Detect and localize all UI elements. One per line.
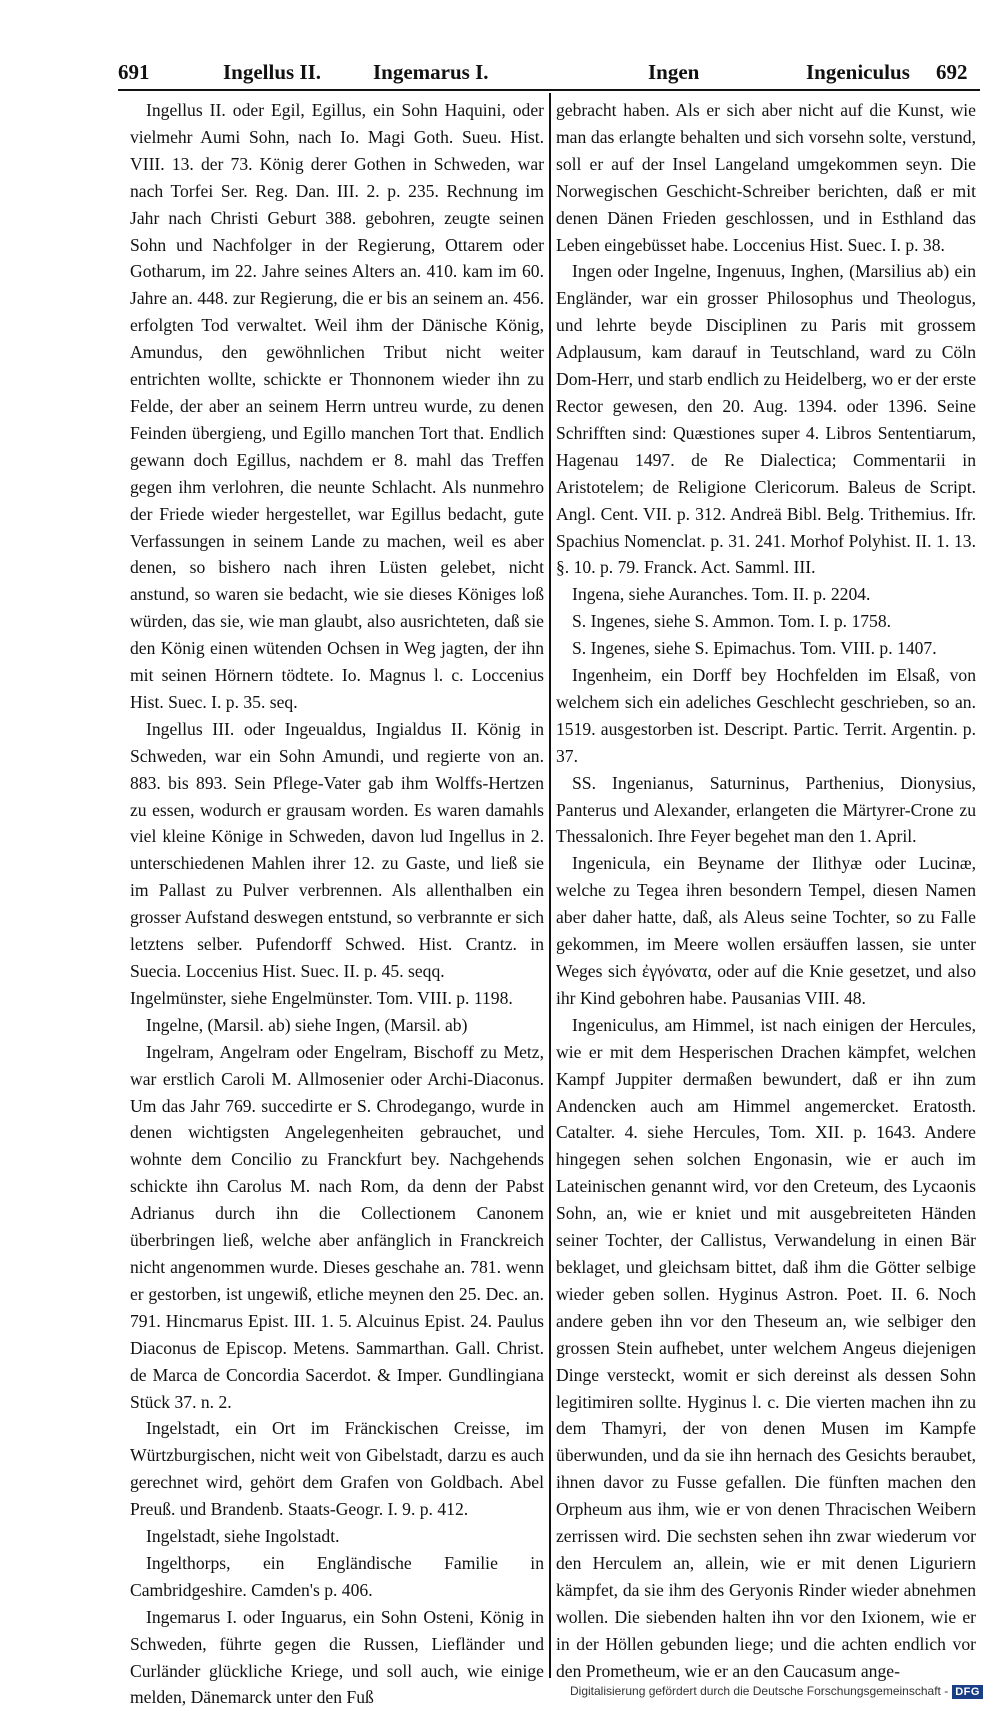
- right-column: [556, 97, 976, 1684]
- entry-ingen: Ingen oder Ingelne, Ingenuus, Inghen, (Marsilius ab) ein Engländer, war ein grosser Philosophus und Theologus, und lehrte beyde Disciplinen zu Paris mit grossem Adplausum, kam darauf in Teutschland, ward zu Cöln Dom-Herr, und starb endlich zu Heidelberg, wo er der erste Rector gewesen, den 20. Aug. 1394. oder 1396. Seine Schrifften sind: Quæstiones super 4. Libros Sententiarum, Hagenau 1497. de Re Dialectica; Commentarii in Aristotelem; de Religione Clericorum. Baleus de Script. Angl. Cent. VII. p. 312. Andreä Bibl. Belg. Trithemius. Ifr. Spachius Nomenclat. p. 31. 241. Morhof Polyhist. II. 1. 13. §. 10. p. 79. Franck. Act. Samml. III.: [556, 261, 976, 578]
- running-header: [118, 54, 978, 88]
- digitization-footer: [570, 1684, 980, 1702]
- entry-ingellus-iii: Ingellus III. oder Ingeualdus, Ingialdus II. König in Schweden, war ein Sohn Amundi, und regierte von an. 883. bis 893. Sein Pflege-Vater gab ihm Wolffs-Hertzen zu essen, wodurch er grausam worden. Es waren damahls viel kleine Könige in Schweden, davon lud Ingellus in 2. unterschiedenen Mahlen ihrer 12. zu Gaste, und ließ sie im Pallast zu Pulver verbrennen. Als allenthalben ein grosser Aufstand deswegen entstund, so verbrannte er sich letztens selber. Pufendorff Schwed. Hist. Crantz. in Suecia. Loccenius Hist. Suec. II. p. 45. seqq.: [130, 718, 544, 981]
- entry-s-ingenes-1: S. Ingenes, siehe S. Ammon. Tom. I. p. 1758.: [572, 611, 892, 632]
- entry-ingelstadt-1: Ingelstadt, ein Ort im Fränckischen Creisse, im Würtzburgischen, nicht weit von Gibelstadt, darzu es auch gerechnet wird, gehört dem Grafen von Goldbach. Abel Preuß. und Brandenb. Staats-Geogr. I. 9. p. 412.: [130, 1418, 544, 1520]
- entry-ingemarus-i: Ingemarus I. oder Inguarus, ein Sohn Osteni, König in Schweden, führte gegen die Russen, Liefländer und Curländer glückliche Kriege, und soll auch, wie einige melden, Dänemarck unter den Fuß: [130, 1606, 544, 1708]
- page-number-left: 691: [118, 60, 150, 84]
- entry-ingelmuenster: Ingelmünster, siehe Engelmünster. Tom. VIII. p. 1198.: [130, 987, 513, 1008]
- header-title-3: Ingen: [648, 60, 700, 84]
- left-column: [130, 97, 544, 1711]
- header-rule: [118, 89, 980, 91]
- column-divider: [549, 93, 551, 1678]
- entry-ss-ingenianus: SS. Ingenianus, Saturninus, Parthenius, Dionysius, Panterus und Alexander, erlangeten die Märtyrer-Crone zu Thessalonich. Ihre Feyer begehet man den 1. April.: [556, 772, 976, 847]
- entry-ingena: Ingena, siehe Auranches. Tom. II. p. 2204.: [572, 584, 871, 605]
- entry-ingelne: Ingelne, (Marsil. ab) siehe Ingen, (Marsil. ab): [146, 1014, 468, 1035]
- entry-ingellus-ii: Ingellus II. oder Egil, Egillus, ein Sohn Haquini, oder vielmehr Aumi Sohn, nach Io. Magi Goth. Sueu. Hist. VIII. 13. der 73. König derer Gothen in Schweden, war nach Torfei Ser. Reg. Dan. III. 2. p. 235. Rechnung im Jahr nach Christi Geburt 388. gebohren, zeugte seinen Sohn und Nachfolger in der Regierung, Ottarem oder Gotharum, im 22. Jahre seines Alters an. 410. kam im 60. Jahre an. 448. zur Regierung, die er bis an seinem an. 456. erfolgten Tod verwaltet. Weil ihm der Dänische König, Amundus, den gewöhnlichen Tribut nicht weiter entrichten wollte, schickte er Thonnonem wieder ihn zu Felde, der aber an seinem Herrn untreu wurde, zu denen Feinden übergieng, und Egillo manchen Tort that. Endlich gewann doch Egillus, nachdem er 8. mahl das Treffen gegen ihm verlohren, die neunte Schlacht. Als nunmehro der Friede wieder hergestellet, war Egillus bedacht, gute Verfassungen in seinem Lande zu machen, weil es aber denen, so bishero nach ihren Lüsten gelebet, nicht anstund, so waren sie bedacht, wie sie dieses Königes loß würden, das sie, wie man glaubt, also ausrichteten, daß sie den König einen wütenden Ochsen in Weg jagten, der ihn mit seinen Hörnern tödtete. Io. Magnus l. c. Loccenius Hist. Suec. I. p. 35. seq.: [130, 100, 544, 712]
- header-title-2: Ingemarus I.: [373, 60, 489, 84]
- entry-ingemarus-continued: gebracht haben. Als er sich aber nicht auf die Kunst, wie man das erlangte behalten und sich vorsehn solte, verstund, soll er auf der Insel Langeland umgekommen seyn. Die Norwegischen Geschicht-Schreiber berichten, daß er mit denen Dänen Frieden geschlossen, und in Esthland das Leben eingebüsset habe. Loccenius Hist. Suec. I. p. 38.: [556, 100, 976, 255]
- dfg-logo: DFG: [952, 1685, 983, 1699]
- entry-ingelram: Ingelram, Angelram oder Engelram, Bischoff zu Metz, war erstlich Caroli M. Allmosenier oder Archi-Diaconus. Um das Jahr 769. succedirte er S. Chrodegango, wurde in denen wichtigsten Angelegenheiten gebrauchet, und wohnte dem Concilio zu Franckfurt bey. Nachgehends schickte ihn Carolus M. nach Rom, da denn der Pabst Adrianus durch ihn die Collectionem Canonem überbringen ließ, welche aber anfänglich in Franckreich nicht angenommen wurde. Dieses geschahe an. 781. wenn er gestorben, ist ungewiß, etliche meynen den 25. Dec. an. 791. Hincmarus Epist. III. 1. 5. Alcuinus Epist. 24. Paulus Diaconus de Episcop. Metens. Sammarthan. Gall. Christ. de Marca de Concordia Sacerdot. & Imper. Gundlingiana Stück 37. n. 2.: [130, 1041, 544, 1412]
- header-title-4: Ingeniculus: [806, 60, 910, 84]
- entry-s-ingenes-2: S. Ingenes, siehe S. Epimachus. Tom. VIII. p. 1407.: [572, 638, 937, 659]
- entry-ingelstadt-2: Ingelstadt, siehe Ingolstadt.: [146, 1526, 340, 1547]
- footer-text: Digitalisierung gefördert durch die Deutsche Forschungsgemeinschaft -: [570, 1684, 949, 1698]
- header-title-1: Ingellus II.: [223, 60, 322, 84]
- entry-ingeniculus: Ingeniculus, am Himmel, ist nach einigen der Hercules, wie er mit dem Hesperischen Drachen kämpfet, welchen Kampf Juppiter dermaßen bewundert, daß er ihn zum Andencken auch am Himmel angemercket. Eratosth. Catalter. 4. siehe Hercules, Tom. XII. p. 1643. Andere hingegen sehen solchen Engonasin, wie er auch im Lateinischen genannt wird, vor den Creteum, des Lycaonis Sohn, an, wie er kniet und mit ausgebreiteten Händen seiner Tochter, der Callistus, Verwandelung in einen Bär beklaget, und gleichsam bittet, daß ihm die Götter selbige wieder geben sollen. Hyginus Astron. Poet. II. 6. Noch andere geben ihn vor den Theseum an, wie selbiger den grossen Stein aufhebet, unter welchem Angeus diejenigen Dinge versteckt, womit er sich dereinst als dessen Sohn legitimiren sollte. Hyginus l. c. Die vierten machen ihn zu dem Thamyri, der von denen Musen im Kampfe überwunden, und da sie ihn hernach des Gesichts beraubet, ihnen davor zu Fusse gefallen. Die fünften machen den Orpheum aus ihm, wie er von denen Thracischen Weibern zerrissen wird. Die sechsten sehen ihn zwar wiederum vor den Herculem an, allein, wie er mit denen Liguriern kämpfet, da sie ihm des Geryonis Rinder wieder abnehmen wollen. Die siebenden halten ihn vor den Ixionem, wie er in der Höllen gebunden liege; und die achten endlich vor den Prometheum, wie er an den Caucasum ange-: [556, 1014, 976, 1681]
- page-number-right: 692: [936, 60, 968, 84]
- entry-ingenheim: Ingenheim, ein Dorff bey Hochfelden im Elsaß, von welchem sich ein adeliches Geschlecht geschrieben, so an. 1519. ausgestorben ist. Descript. Partic. Territ. Argentin. p. 37.: [556, 665, 976, 766]
- entry-ingenicula: Ingenicula, ein Beyname der Ilithyæ oder Lucinæ, welche zu Tegea ihren besondern Tempel, diesen Namen aber daher hatte, daß, als Aleus seine Tochter, so zu Falle gekommen, im Meere wollen ersäuffen lassen, sie unter Weges sich ἐγγόνατα, oder auf die Knie gesetzet, und also ihr Kind gebohren habe. Pausanias VIII. 48.: [556, 853, 976, 1008]
- entry-ingelthorps: Ingelthorps, ein Engländische Familie in Cambridgeshire. Camden's p. 406.: [130, 1552, 544, 1600]
